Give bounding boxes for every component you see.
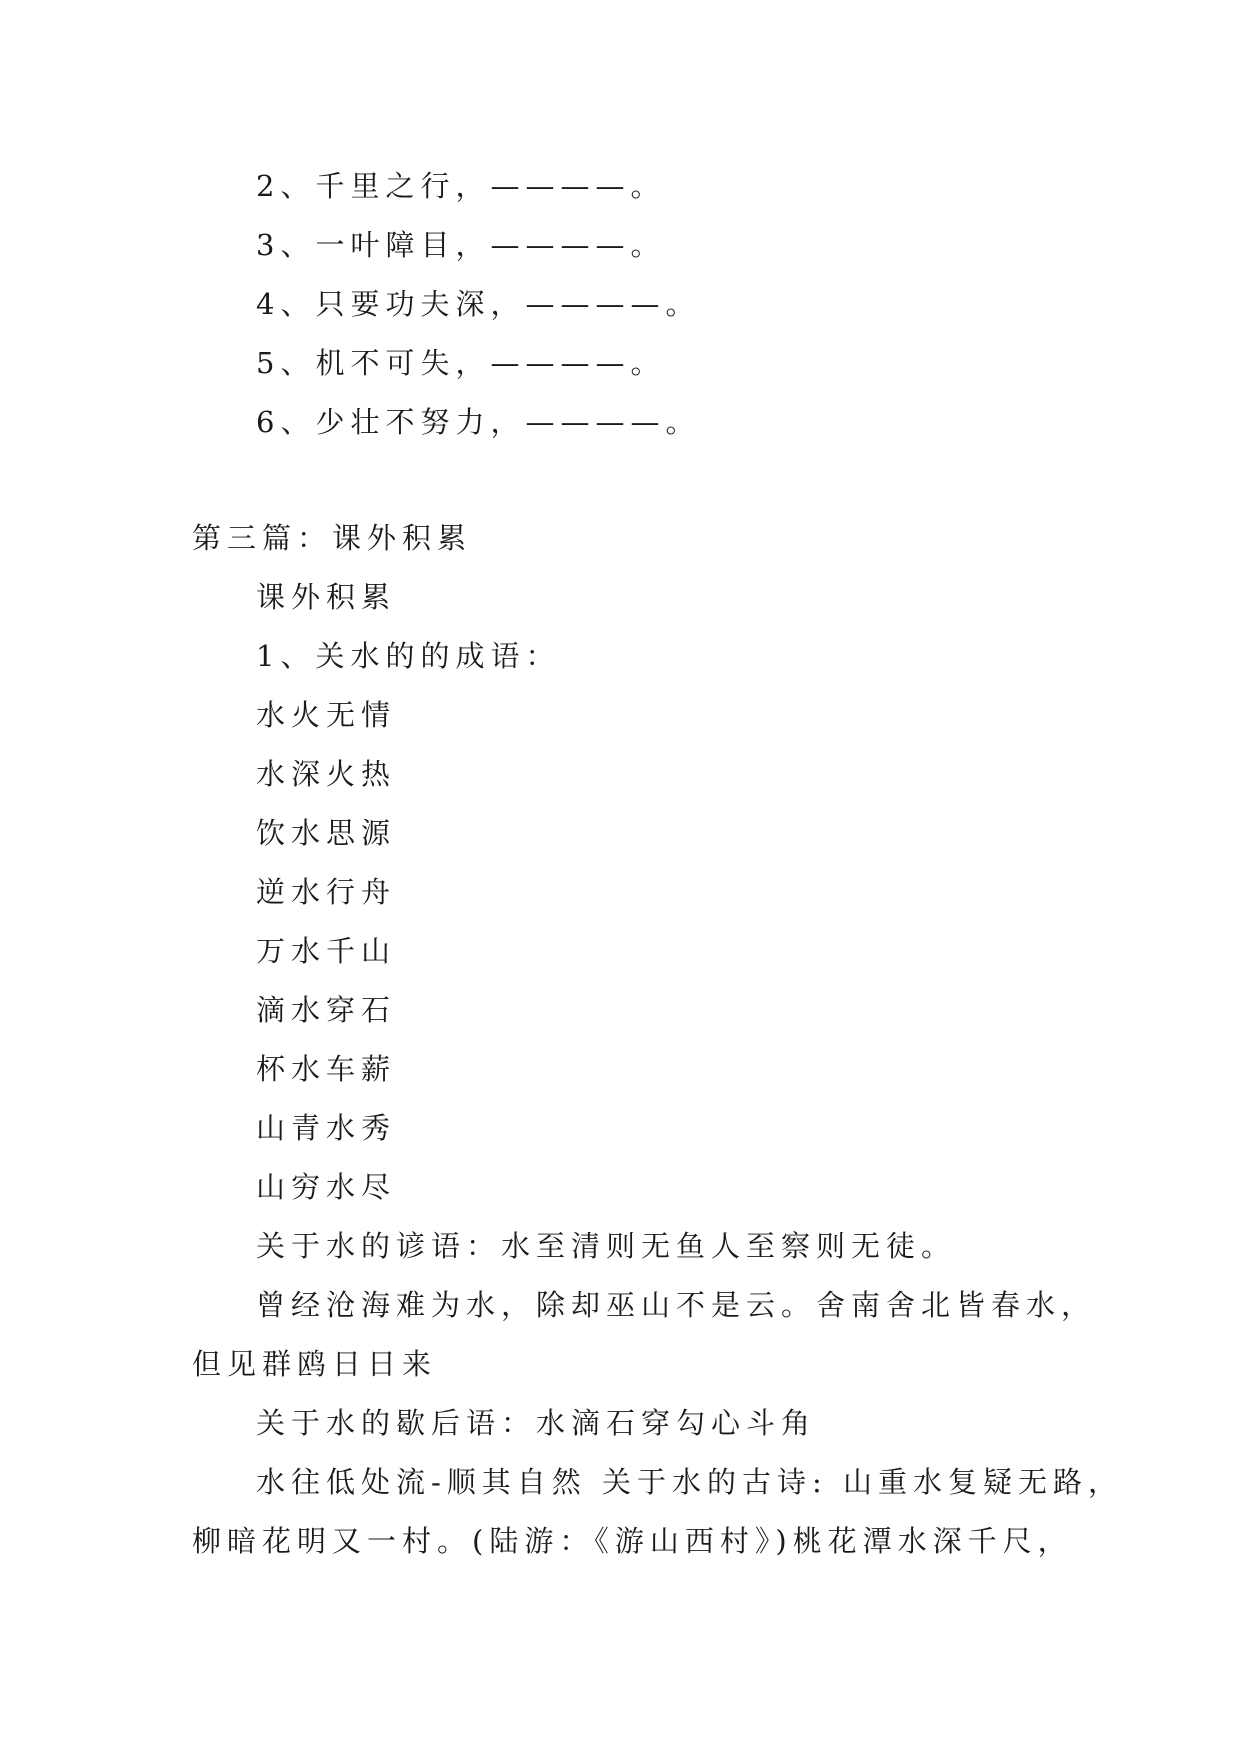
proverb-line-6: 6、少壮不努力，————。	[256, 405, 701, 439]
poem-line-1: 曾经沧海难为水，除却巫山不是云。舍南舍北皆春水，	[256, 1288, 1097, 1322]
ancient-poem-line-2: 柳暗花明又一村。(陆游：《游山西村》)桃花潭水深千尺，	[192, 1524, 1073, 1558]
idiom-item: 万水千山	[256, 934, 397, 968]
section-heading: 第三篇：课外积累	[192, 521, 473, 555]
xiehouyu-line: 关于水的歇后语：水滴石穿勾心斗角	[256, 1406, 817, 1440]
idiom-item: 水火无情	[256, 698, 397, 732]
idiom-item: 山青水秀	[256, 1111, 397, 1145]
proverb-line-4: 4、只要功夫深，————。	[256, 287, 701, 321]
poem-line-2: 但见群鸥日日来	[192, 1347, 438, 1381]
ancient-poem-line-1: 水往低处流-顺其自然 关于水的古诗: 山重水复疑无路，	[256, 1465, 1124, 1499]
idioms-title: 1、关水的的成语：	[256, 639, 561, 673]
idiom-item: 饮水思源	[256, 816, 397, 850]
sayings-line: 关于水的谚语：水至清则无鱼人至察则无徒。	[256, 1229, 957, 1263]
proverb-line-5: 5、机不可失，————。	[256, 346, 666, 380]
idiom-item: 水深火热	[256, 757, 397, 791]
idiom-item: 杯水车薪	[256, 1052, 397, 1086]
idiom-item: 山穷水尽	[256, 1170, 397, 1204]
proverb-line-2: 2、千里之行，————。	[256, 169, 666, 203]
section-subheading: 课外积累	[256, 580, 397, 614]
proverb-line-3: 3、一叶障目，————。	[256, 228, 666, 262]
idiom-item: 滴水穿石	[256, 993, 397, 1027]
idiom-item: 逆水行舟	[256, 875, 397, 909]
